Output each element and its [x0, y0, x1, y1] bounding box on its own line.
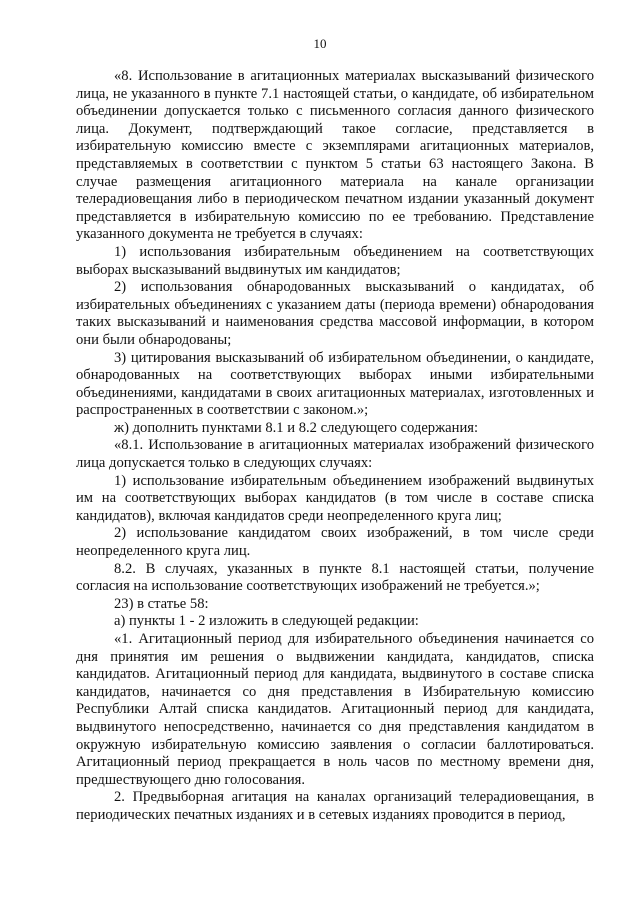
document-body — [76, 68, 594, 825]
amendment-23: 23) в статье 58: — [114, 595, 209, 612]
article-58-paragraph-1: «1. Агитационный период для избирательного объединения начинается со дня принятия им решения о выдвижении кандидата, кандидатов, списка кандидатов. Агитационный период для кандидата, выдвинутого в составе списка кандидатов, начинается со дня представления в Избирательную комиссию Республики Алтай списка кандидатов. Агитационный период для кандидата, выдвинутого непосредственно, начинается со дня представления кандидатом в окружную избирательную комиссию заявления о согласии баллотироваться. Агитационный период прекращается в ноль часов по местному времени дня, предшествующего дню голосования. — [76, 631, 594, 788]
paragraph-8-1-item-2: 2) использование кандидатом своих изображений, в том числе среди неопределенного круга лиц. — [76, 525, 594, 560]
paragraph-8-item-1: 1) использования избирательным объединением на соответствующих выборах высказываний выдвинутых им кандидатов; — [76, 243, 594, 278]
paragraph-8-1: «8.1. Использование в агитационных материалах изображений физического лица допускается только в следующих случаях: — [76, 437, 594, 472]
paragraph-8-item-3: 3) цитирования высказываний об избирательном объединении, о кандидате, обнародованных на соответствующих выборах иными избирательными объединениями, кандидатами в своих агитационных материалах, изготовленных и распространенных в соответствии с законом.»; — [76, 349, 594, 419]
paragraph-8-item-2: 2) использования обнародованных высказываний о кандидатах, об избирательных объединениях с указанием даты (периода времени) обнародования таких высказываний и наименования средства массовой информации, в котором они были обнародованы; — [76, 279, 594, 348]
amendment-zh: ж) дополнить пунктами 8.1 и 8.2 следующего содержания: — [114, 419, 479, 436]
paragraph-8-2: 8.2. В случаях, указанных в пункте 8.1 настоящей статьи, получение согласия на использование соответствующих изображений не требуется.»; — [76, 560, 594, 595]
paragraph-8: «8. Использование в агитационных материалах высказываний физического лица, не указанного в пункте 7.1 настоящей статьи, о кандидате, об избирательном объединении допускается только с письменного согласия данного физического лица. Документ, подтверждающий такое согласие, представляется в избирательную комиссию вместе с экземплярами агитационных материалов, представляемых в соответствии с пунктом 5 статьи 63 настоящего Закона. В случае размещения агитационного материала на канале организации телерадиовещания либо в периодическом печатном издании указанный документ представляется в избирательную комиссию по ее требованию. Представление указанного документа не требуется в случаях: — [76, 68, 594, 243]
page-number: 10 — [313, 36, 327, 51]
paragraph-8-1-item-1: 1) использование избирательным объединением изображений выдвинутых им на соответствующих выборах кандидатов (в том числе в составе списка кандидатов), включая кандидатов среди неопределенного круга лиц; — [76, 472, 594, 524]
article-58-paragraph-2: 2. Предвыборная агитация на каналах организаций телерадиовещания, в периодических печатных изданиях и в сетевых изданиях проводится в период, — [76, 789, 594, 823]
amendment-23-a: а) пункты 1 - 2 изложить в следующей редакции: — [114, 613, 419, 630]
